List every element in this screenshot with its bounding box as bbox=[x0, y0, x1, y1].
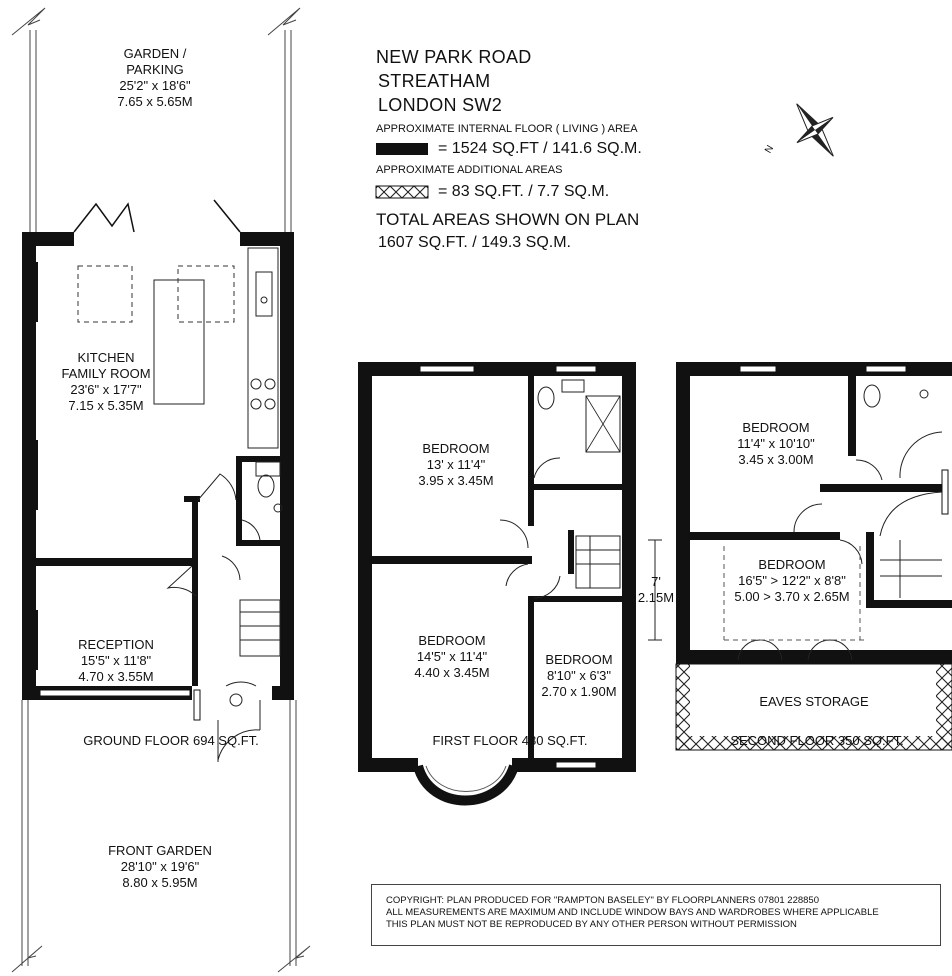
room-label-eaves-storage: EAVES STORAGE bbox=[759, 694, 869, 709]
room-label-first-bedroom-rear: BEDROOM 13' x 11'4" 3.95 x 3.45M bbox=[418, 441, 494, 488]
ground-floor-title: GROUND FLOOR 694 SQ.FT. bbox=[83, 733, 259, 748]
additional-area-value: = 83 SQ.FT. / 7.7 SQ.M. bbox=[438, 183, 610, 200]
room-label-first-bedroom-small: BEDROOM 8'10" x 6'3" 2.70 x 1.90M bbox=[541, 652, 617, 699]
address-line-2: STREATHAM bbox=[378, 71, 491, 91]
room-label-first-bedroom-front: BEDROOM 14'5" x 11'4" 4.40 x 3.45M bbox=[414, 633, 490, 680]
first-floor-title: FIRST FLOOR 480 SQ.FT. bbox=[432, 733, 588, 748]
copyright-line-3: THIS PLAN MUST NOT BE REPRODUCED BY ANY OTHER PERSON WITHOUT PERMISSION bbox=[386, 919, 797, 930]
copyright-notice bbox=[371, 884, 941, 946]
total-area-value: 1607 SQ.FT. / 149.3 SQ.M. bbox=[378, 234, 571, 251]
ceiling-height-label: 7' 2.15M bbox=[637, 574, 675, 605]
copyright-line-1: COPYRIGHT: PLAN PRODUCED FOR "RAMPTON BASELEY" BY FLOORPLANNERS 07801 228850 bbox=[386, 895, 819, 906]
additional-area-key-icon bbox=[376, 186, 428, 198]
second-floor-title: SECOND FLOOR 350 SQ.FT. bbox=[730, 733, 904, 748]
copyright-line-2: ALL MEASUREMENTS ARE MAXIMUM AND INCLUDE WINDOW BAYS AND WARDROBES WHERE APPLICABLE bbox=[386, 907, 879, 918]
living-area-key-icon bbox=[376, 143, 428, 155]
address-line-3: LONDON SW2 bbox=[378, 95, 503, 115]
living-area-value: = 1524 SQ.FT / 141.6 SQ.M. bbox=[438, 140, 642, 157]
living-area-label: APPROXIMATE INTERNAL FLOOR ( LIVING ) AREA bbox=[376, 123, 638, 135]
additional-area-label: APPROXIMATE ADDITIONAL AREAS bbox=[376, 164, 563, 176]
room-label-reception: RECEPTION 15'5" x 11'8" 4.70 x 3.55M bbox=[78, 637, 154, 684]
total-area-label: TOTAL AREAS SHOWN ON PLAN bbox=[376, 210, 640, 229]
north-arrow-icon bbox=[779, 91, 852, 169]
room-label-second-bedroom-rear: BEDROOM 11'4" x 10'10" 3.45 x 3.00M bbox=[737, 420, 815, 467]
room-label-garden-parking: GARDEN / PARKING 25'2" x 18'6" 7.65 x 5.65M bbox=[117, 46, 193, 109]
room-label-second-bedroom-front: BEDROOM 16'5" > 12'2" x 8'8" 5.00 > 3.70 x 2.65M bbox=[734, 557, 850, 604]
room-label-kitchen: KITCHEN FAMILY ROOM 23'6" x 17'7" 7.15 x 5.35M bbox=[61, 350, 151, 413]
address-line-1: NEW PARK ROAD bbox=[376, 47, 532, 67]
room-label-front-garden: FRONT GARDEN 28'10" x 19'6" 8.80 x 5.95M bbox=[108, 843, 212, 890]
ground-floor-plan bbox=[12, 8, 310, 972]
compass-letter: N bbox=[763, 143, 777, 156]
